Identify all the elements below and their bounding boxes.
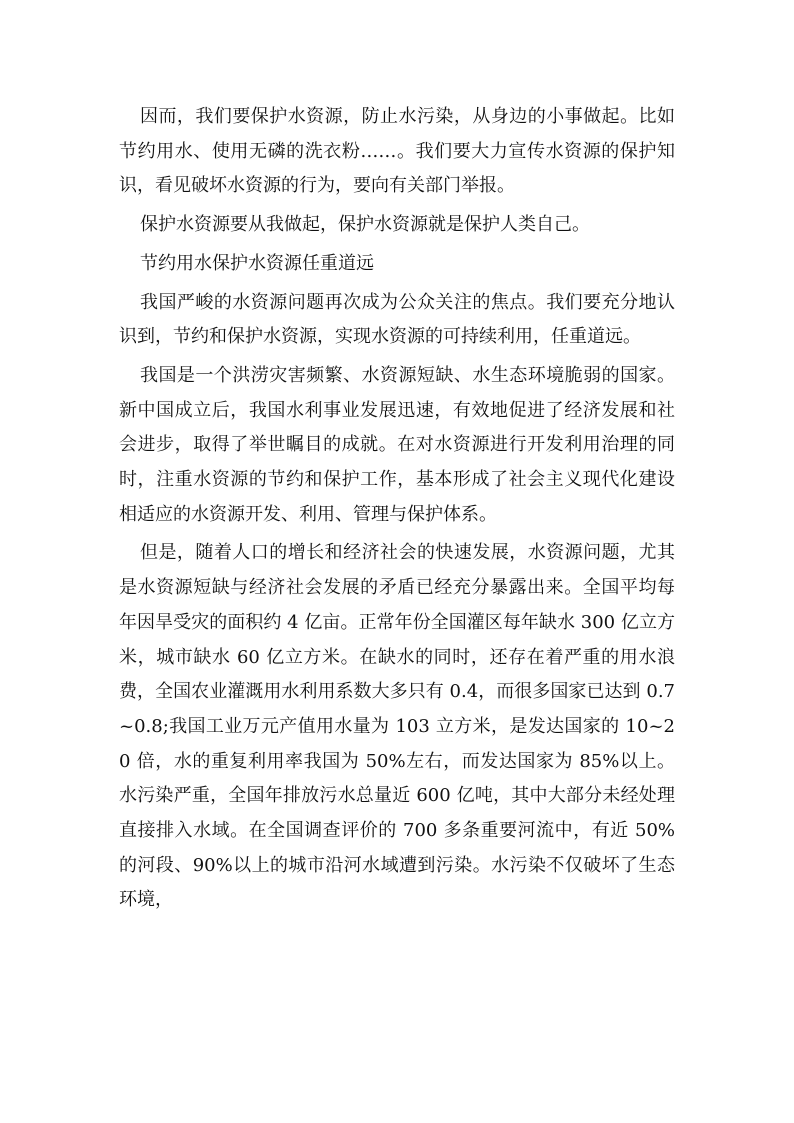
document-body	[119, 100, 675, 918]
paragraph-severe-water-problem: 我国严峻的水资源问题再次成为公众关注的焦点。我们要充分地认识到，节约和保护水资源，实现水资源的可持续利用，任重道远。	[119, 291, 675, 348]
paragraph-water-protection-actions: 因而，我们要保护水资源，防止水污染，从身边的小事做起。比如节约用水、使用无磷的洗衣粉……。我们要大力宣传水资源的保护知识，看见破坏水资源的行为，要向有关部门举报。	[119, 106, 675, 197]
paragraph-protect-from-me: 保护水资源要从我做起，保护水资源就是保护人类自己。	[140, 214, 590, 236]
paragraph-water-shortage-statistics: 但是，随着人口的增长和经济社会的快速发展，水资源问题，尤其是水资源短缺与经济社会发展的矛盾已经充分暴露出来。全国平均每年因旱受灾的面积约 4 亿亩。正常年份全国灌区每年缺水 300 亿立方米，城市缺水 60 亿立方米。在缺水的同时，还存在着严重的用水浪费，全国农业灌溉用水利用系数大多只有 0.4，而很多国家已达到 0.7~0.8;我国工业万元产值用水量为 103 立方米，是发达国家的 10~20 倍，水的重复利用率我国为 50%左右，而发达国家为 85%以上。水污染严重，全国年排放污水总量近 600 亿吨，其中大部分未经处理直接排入水域。在全国调查评价的 700 多条重要河流中，有近 50%的河段、90%以上的城市沿河水域遭到污染。水污染不仅破坏了生态环境，	[119, 542, 675, 911]
paragraph-china-water-conditions: 我国是一个洪涝灾害频繁、水资源短缺、水生态环境脆弱的国家。新中国成立后，我国水利事业发展迅速，有效地促进了经济发展和社会进步，取得了举世瞩目的成就。在对水资源进行开发利用治理的同时，注重水资源的节约和保护工作，基本形成了社会主义现代化建设相适应的水资源开发、利用、管理与保护体系。	[119, 364, 675, 525]
section-heading: 节约用水保护水资源任重道远	[140, 252, 374, 274]
